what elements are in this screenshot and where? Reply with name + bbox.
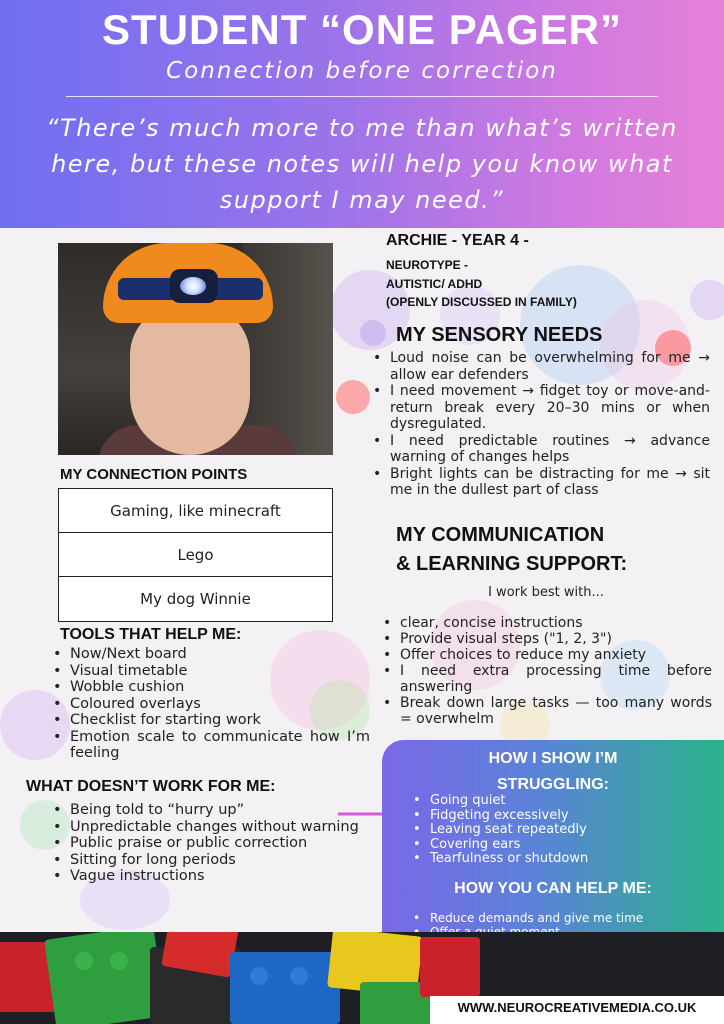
list-item: • Coloured overlays [50, 696, 370, 713]
list-item: • Vague instructions [50, 868, 370, 885]
list-item: • Going quiet [410, 794, 710, 809]
connection-table [58, 488, 333, 622]
communication-list [380, 615, 712, 727]
list-item: • Covering ears [410, 838, 710, 853]
list-item: • Being told to “hurry up” [50, 802, 370, 819]
tools-list [50, 646, 370, 762]
list-item: • Offer choices to reduce my anxiety [380, 647, 712, 663]
list-item: • Fidgeting excessively [410, 809, 710, 824]
list-item: • Public praise or public correction [50, 835, 370, 852]
struggling-heading-line2: STRUGGLING: [497, 776, 609, 793]
tools-heading: TOOLS THAT HELP ME: [60, 626, 242, 643]
list-item: • Now/Next board [50, 646, 370, 663]
list-item: • Tearfulness or shutdown [410, 852, 710, 867]
struggling-heading-line1: HOW I SHOW I’M [488, 750, 618, 767]
student-name: ARCHIE - YEAR 4 - [386, 232, 529, 249]
struggling-list [410, 794, 710, 867]
header-divider [66, 96, 658, 97]
intro-quote: “There’s much more to me than what’s written here, but these notes will help you know what support I may need.” [46, 114, 678, 214]
table-row: My dog Winnie [140, 590, 251, 608]
list-item: • Provide visual steps ("1, 2, 3") [380, 631, 712, 647]
table-row: Lego [59, 533, 332, 577]
list-item: • clear, concise instructions [380, 615, 712, 631]
list-item: • I need movement → fidget toy or move-and-return break every 20–30 mins or when dysregulated. [370, 383, 710, 433]
list-item: • Wobble cushion [50, 679, 370, 696]
header-banner [0, 0, 724, 228]
doesnt-work-list [50, 802, 370, 885]
list-item: • Break down large tasks — too many words = overwhelm [380, 695, 712, 727]
list-item: • I need predictable routines → advance warning of changes helps [370, 433, 710, 466]
neurotype-value: AUTISTIC/ ADHD [386, 277, 483, 291]
list-item: • I need extra processing time before answering [380, 663, 712, 695]
list-item: • Loud noise can be overwhelming for me → allow ear defenders [370, 350, 710, 383]
neurotype-note: (OPENLY DISCUSSED IN FAMILY) [386, 295, 577, 309]
communication-intro: I work best with... [488, 585, 604, 600]
headlamp-icon [170, 269, 218, 303]
neurotype-label: NEUROTYPE - [386, 258, 469, 272]
table-row: Gaming, like minecraft [59, 489, 332, 533]
doesnt-work-heading: WHAT DOESN’T WORK FOR ME: [26, 778, 276, 795]
page-subtitle: Connection before correction [166, 58, 558, 84]
list-item: • Unpredictable changes without warning [50, 819, 370, 836]
sensory-list [370, 350, 710, 499]
struggling-heading [382, 746, 724, 798]
sensory-heading: MY SENSORY NEEDS [396, 324, 603, 346]
list-item: • Emotion scale to communicate how I’m feeling [50, 729, 370, 762]
communication-heading-line2: & LEARNING SUPPORT: [396, 553, 628, 575]
help-me-heading: HOW YOU CAN HELP ME: [454, 880, 652, 897]
list-item: • Visual timetable [50, 663, 370, 680]
list-item: • Reduce demands and give me time [410, 912, 710, 926]
list-item: • Checklist for starting work [50, 712, 370, 729]
connection-heading: MY CONNECTION POINTS [60, 466, 248, 483]
list-item: • Leaving seat repeatedly [410, 823, 710, 838]
communication-heading: MY COMMUNICATION [396, 524, 605, 546]
page-title: STUDENT “ONE PAGER” [102, 6, 622, 53]
list-item: • Bright lights can be distracting for me → sit me in the dullest part of class [370, 466, 710, 499]
list-item: • Sitting for long periods [50, 852, 370, 869]
student-photo [58, 243, 333, 455]
footer-url: WWW.NEUROCREATIVEMEDIA.CO.UK [457, 1000, 697, 1015]
